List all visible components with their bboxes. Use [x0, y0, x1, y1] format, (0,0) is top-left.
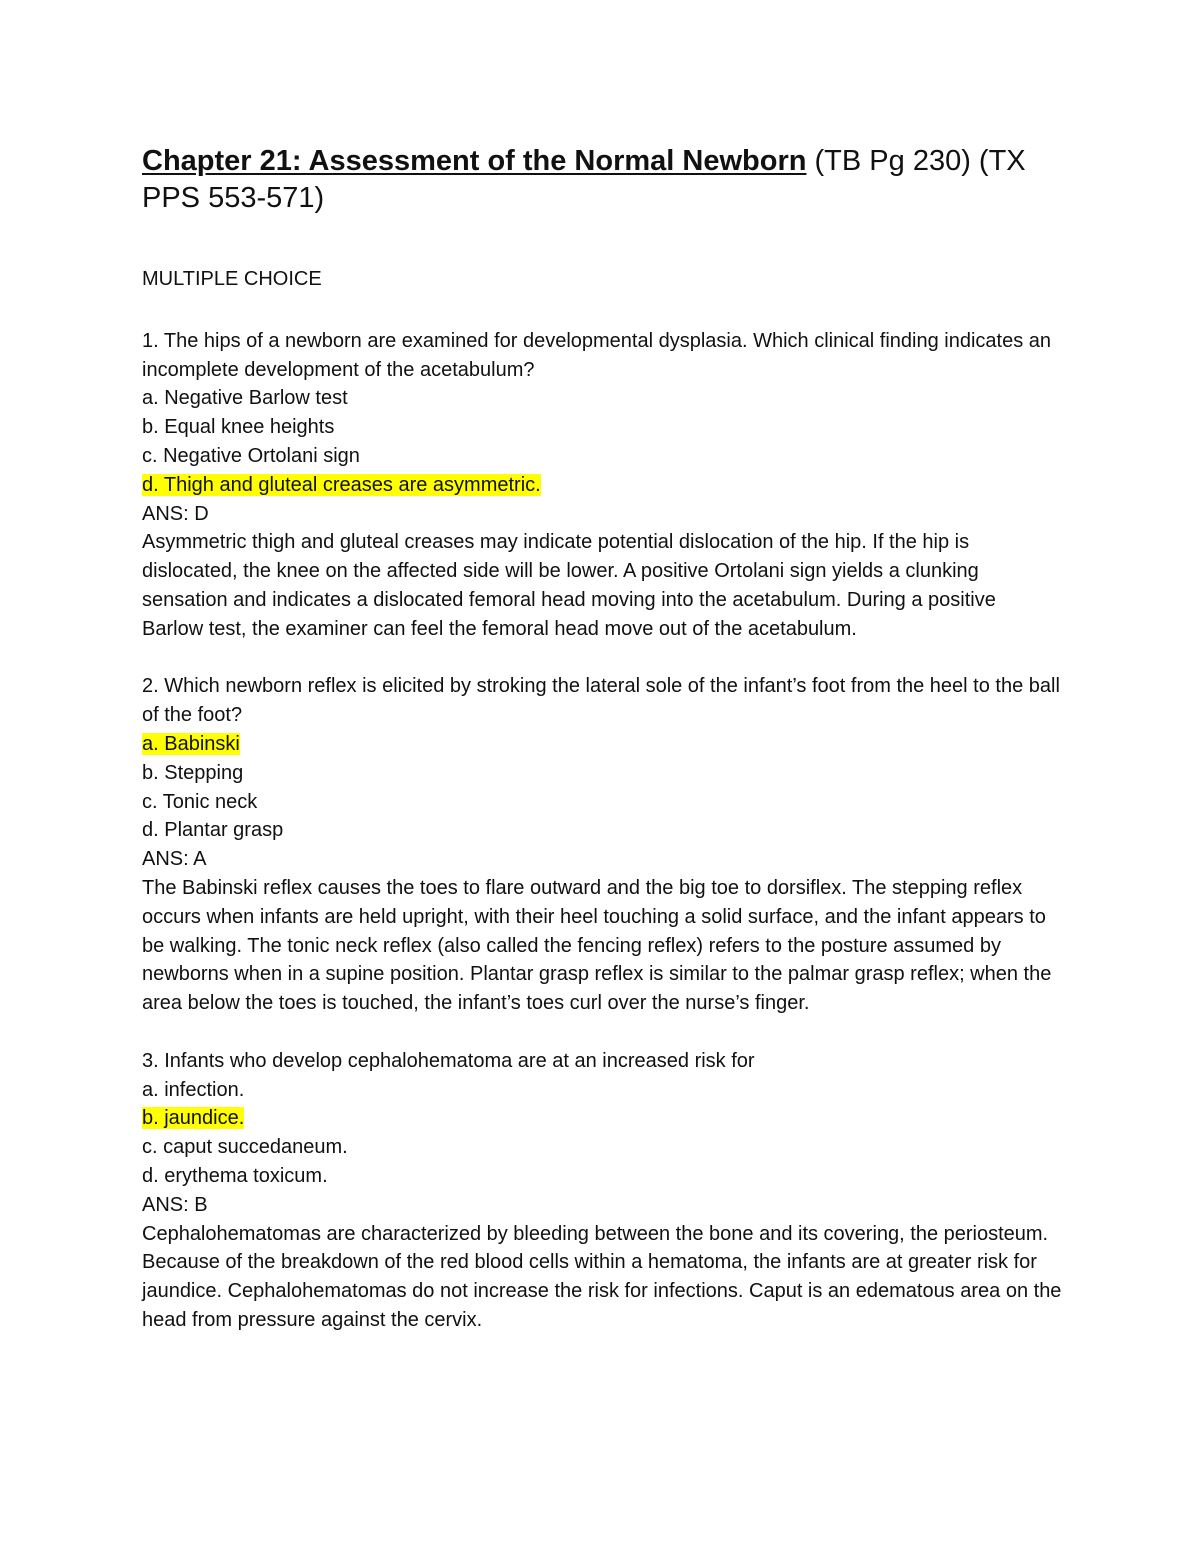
document-page [142, 143, 1067, 1335]
answer-option [142, 788, 1062, 817]
answer-key: ANS: B [142, 1193, 208, 1216]
answer-option [142, 413, 1062, 442]
chapter-title-suffix: (TB Pg 230) (TX PPS 553-571) [142, 145, 1026, 214]
highlighted-answer-text: d. Thigh and gluteal creases are asymmetric. [142, 473, 541, 496]
question-stem: 2. Which newborn reflex is elicited by stroking the lateral sole of the infant’s foot from the heel to the ball of the foot? [142, 675, 1066, 727]
question-stem: 3. Infants who develop cephalohematoma are at an increased risk for [142, 1049, 755, 1072]
answer-option-correct [142, 471, 1062, 500]
answer-option-text: c. Tonic neck [142, 790, 258, 813]
question-1 [142, 327, 1062, 644]
answer-option [142, 1133, 1062, 1162]
rationale: Asymmetric thigh and gluteal creases may indicate potential dislocation of the hip. If the hip is dislocated, the knee on the affected side will be lower. A positive Ortolani sign yields a clunking sensation and indicates a dislocated femoral head moving into the acetabulum. During a positive Barlow test, the examiner can feel the femoral head move out of the acetabulum. [142, 531, 1002, 640]
question-stem: 1. The hips of a newborn are examined for developmental dysplasia. Which clinical finding indicates an incomplete development of the acetabulum? [142, 329, 1057, 381]
answer-option-text: d. Plantar grasp [142, 819, 284, 842]
answer-option-text: c. caput succedaneum. [142, 1136, 348, 1159]
chapter-title-main: Chapter 21: Assessment of the Normal Newborn [142, 145, 807, 177]
answer-option-correct [142, 1104, 1062, 1133]
answer-key: ANS: D [142, 502, 209, 525]
answer-option-correct [142, 730, 1062, 759]
answer-option [142, 816, 1062, 845]
chapter-title [142, 143, 1062, 217]
answer-option-text: b. Stepping [142, 761, 244, 784]
answer-option [142, 759, 1062, 788]
highlighted-answer-text: a. Babinski [142, 732, 240, 755]
answer-option [142, 442, 1062, 471]
answer-option-text: c. Negative Ortolani sign [142, 444, 360, 467]
answer-option [142, 384, 1062, 413]
question-2 [142, 672, 1066, 1018]
answer-option-text: a. Negative Barlow test [142, 387, 348, 410]
answer-option-text: d. erythema toxicum. [142, 1164, 328, 1187]
highlighted-answer-text: b. jaundice. [142, 1107, 245, 1130]
answer-option-text: a. infection. [142, 1078, 245, 1101]
answer-option-text: b. Equal knee heights [142, 416, 335, 439]
section-label: MULTIPLE CHOICE [142, 268, 322, 290]
rationale: The Babinski reflex causes the toes to flare outward and the big toe to dorsiflex. The stepping reflex occurs when infants are held upright, with their heel touching a solid surface, and the infant appears to be walking. The tonic neck reflex (also called the fencing reflex) refers to the posture assumed by newborns when in a supine position. Plantar grasp reflex is similar to the palmar grasp reflex; when the area below the toes is touched, the infant’s toes curl over the nurse’s finger. [142, 876, 1057, 1015]
rationale: Cephalohematomas are characterized by bleeding between the bone and its covering, the periosteum. Because of the breakdown of the red blood cells within a hematoma, the infants are at greater risk for jaundice. Cephalohematomas do not increase the risk for infections. Caput is an edematous area on the head from pressure against the cervix. [142, 1222, 1067, 1331]
question-3 [142, 1047, 1067, 1335]
answer-key: ANS: A [142, 848, 207, 871]
answer-option [142, 1076, 1062, 1105]
answer-option [142, 1162, 1062, 1191]
